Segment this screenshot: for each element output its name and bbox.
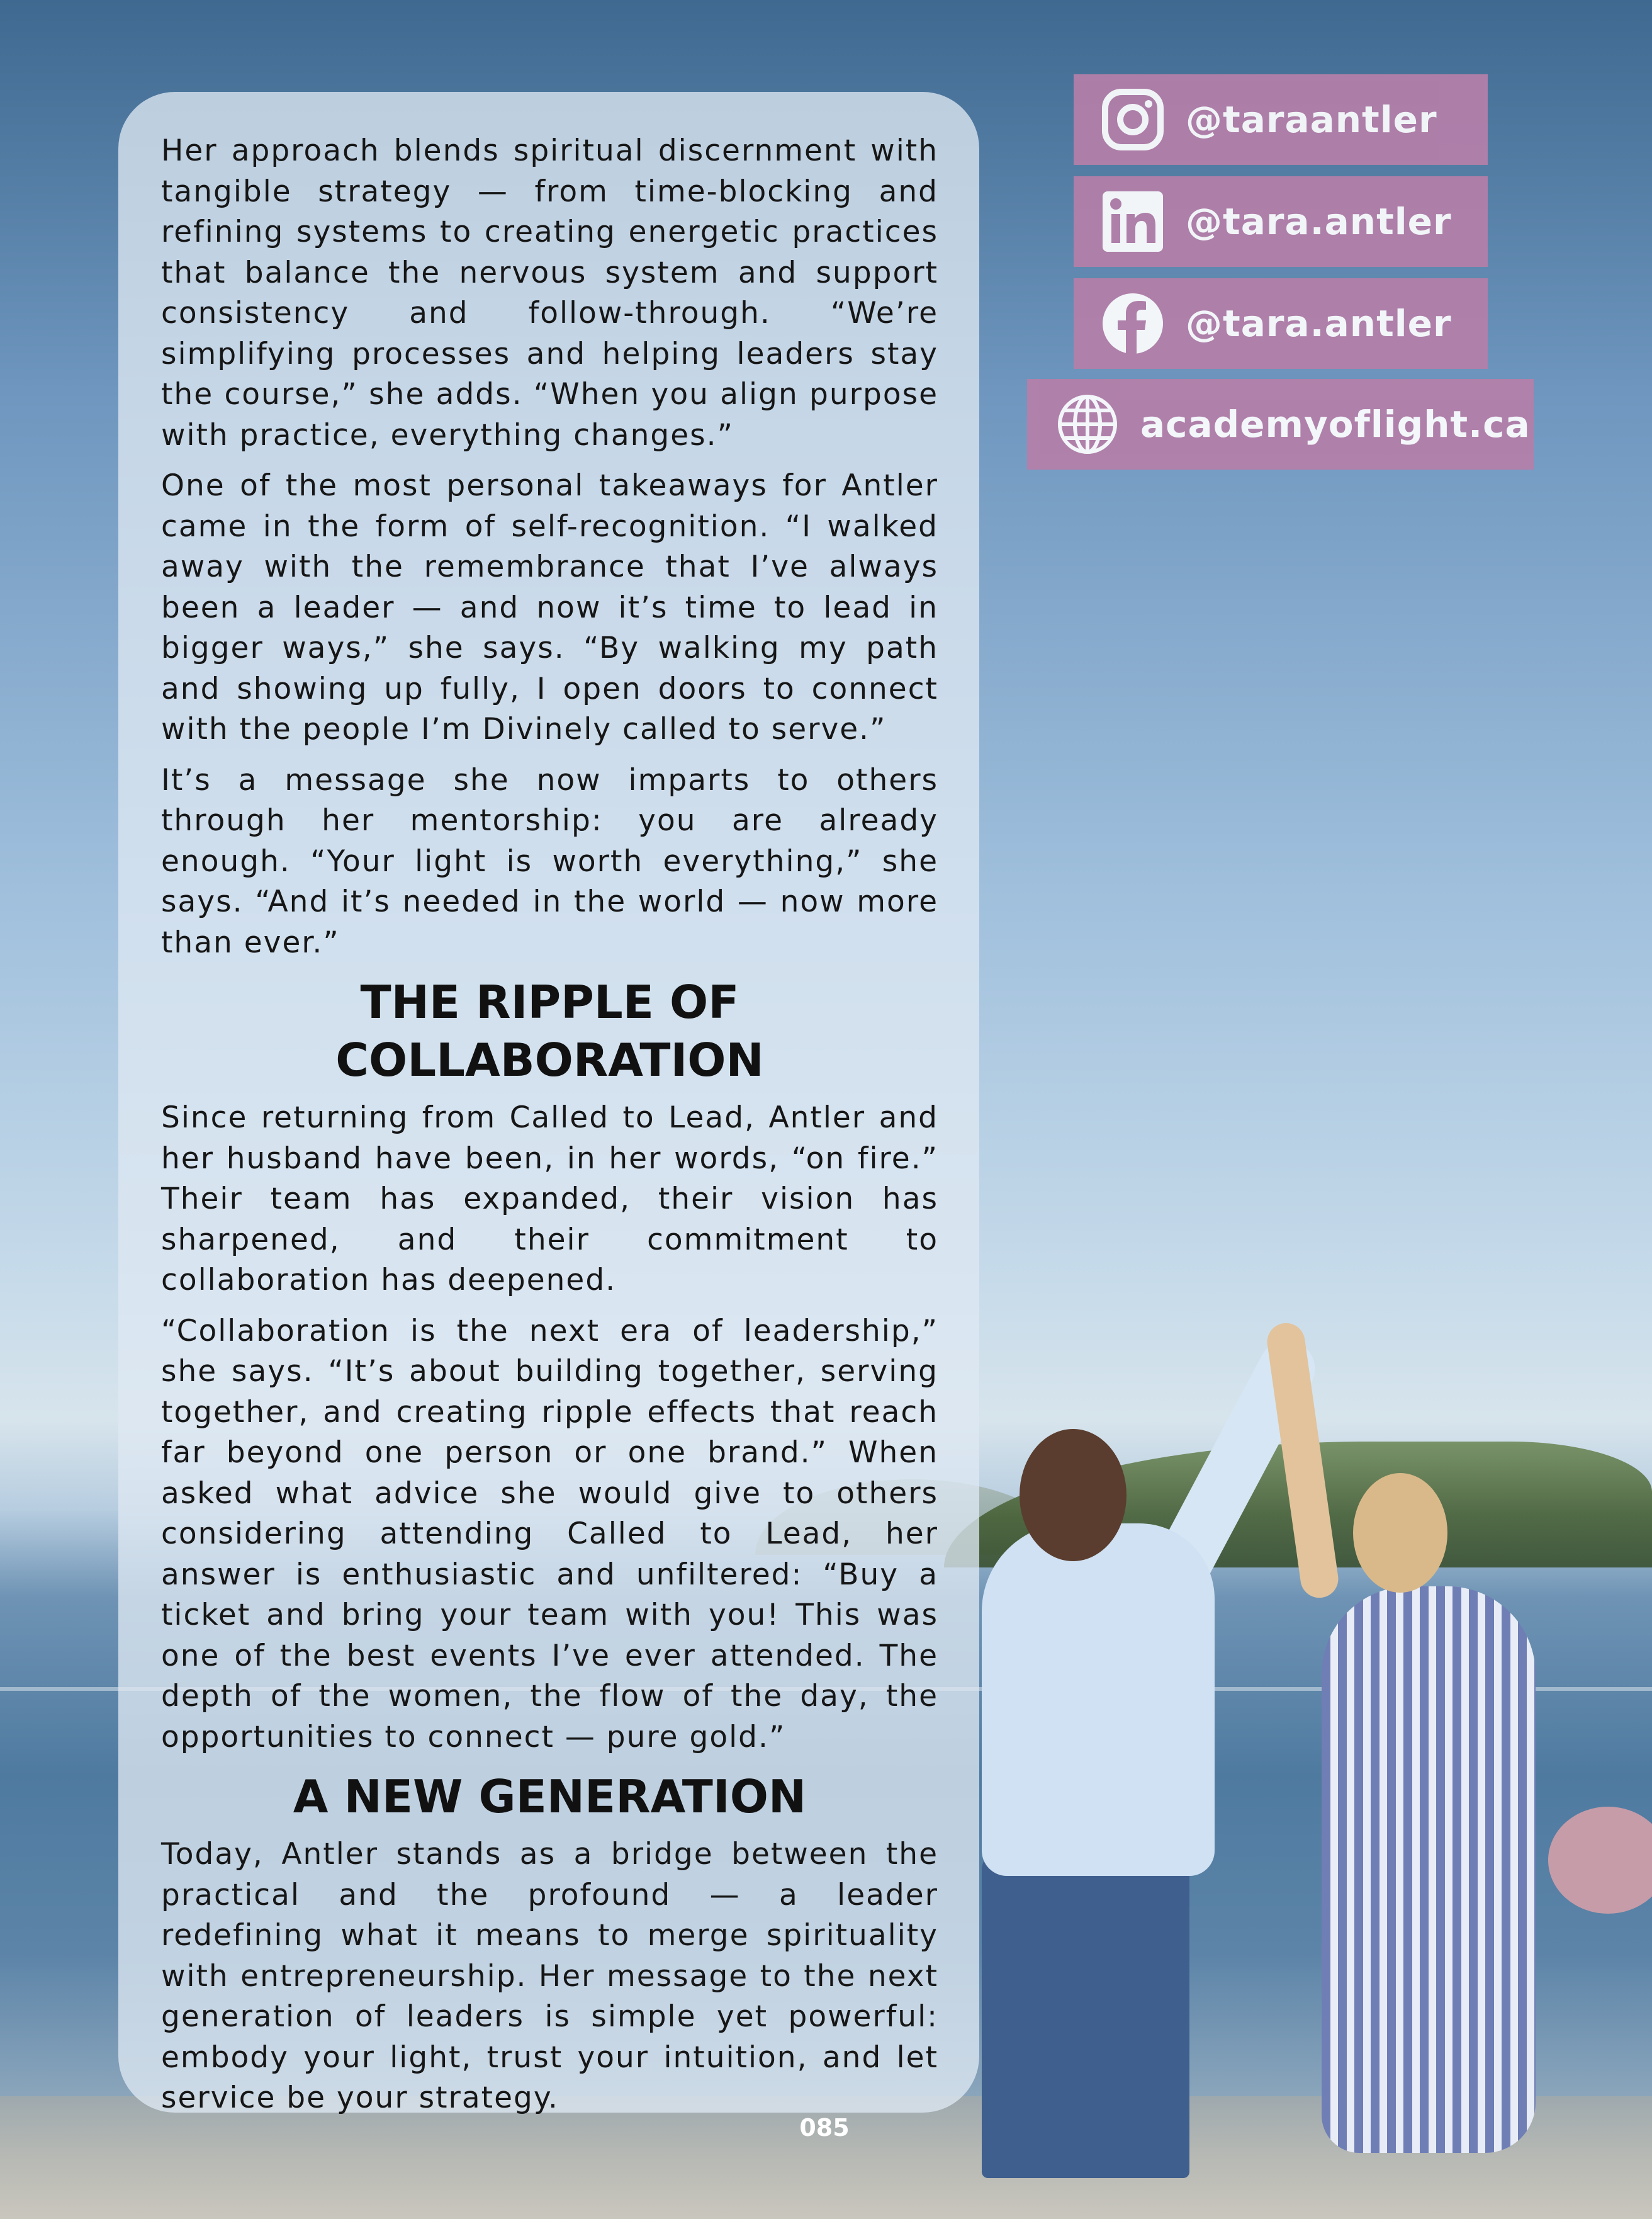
- man-jeans: [982, 1851, 1189, 2178]
- pink-hat: [1548, 1807, 1652, 1914]
- man-shirt: [982, 1523, 1215, 1876]
- woman-striped-dress: [1322, 1586, 1536, 2153]
- article-paragraph: Since returning from Called to Lead, Antler and her husband have been, in her words, “on fire.” Their team has expanded, their vision has sharpened, and their commitment to collaboration has deepened.: [161, 1100, 938, 1297]
- article-paragraph: “Collaboration is the next era of leadership,” she says. “It’s about building together, serving together, and creating ripple effects that reach far beyond one person or one brand.” When asked what advice she would give to others considering attending Called to Lead, her answer is enthusiastic and unfiltered: “Buy a ticket and bring your team with you! This was one of the best events I’ve ever attended. The depth of the women, the flow of the day, the opportunities to connect — pure gold.”: [161, 1313, 938, 1754]
- facebook-icon: [1099, 290, 1167, 358]
- facebook-handle[interactable]: @tara.antler: [1186, 302, 1452, 345]
- man-head: [1020, 1429, 1127, 1561]
- instagram-badge[interactable]: [1074, 74, 1488, 165]
- woman-head: [1353, 1473, 1447, 1593]
- section-heading: A NEW GENERATION: [293, 1770, 807, 1823]
- instagram-handle[interactable]: @taraantler: [1186, 98, 1437, 141]
- facebook-badge[interactable]: [1074, 278, 1488, 369]
- article-paragraph: Today, Antler stands as a bridge between the practical and the profound — a leader redefining what it means to merge spirituality with entrepreneurship. Her message to the next generation of leaders is simple yet powerful: embody your light, trust your intuition, and let service be your strategy.: [161, 1837, 938, 2115]
- website-badge[interactable]: [1027, 379, 1534, 470]
- section-heading: THE RIPPLE OF COLLABORATION: [335, 976, 764, 1087]
- article-paragraph: Her approach blends spiritual discernment with tangible strategy — from time-blocking and refining systems to creating energetic practices that balance the nervous system and support consistency and follow-through. “We’re simplifying processes and helping leaders stay the course,” she adds. “When you align purpose with practice, everything changes.”: [161, 133, 938, 453]
- linkedin-icon: [1099, 188, 1167, 256]
- article-paragraph: It’s a message she now imparts to others through her mentorship: you are already enough. “Your light is worth everything,” she says. “And it’s needed in the world — now more than ever.”: [161, 762, 938, 960]
- linkedin-badge[interactable]: [1074, 176, 1488, 267]
- article-column: [161, 131, 938, 2129]
- article-paragraph: One of the most personal takeaways for Antler came in the form of self-recognition. “I walked away with the remembrance that I’ve always been a leader — and now it’s time to lead in bigger ways,” she says. “By walking my path and showing up fully, I open doors to connect with the people I’m Divinely called to serve.”: [161, 468, 938, 747]
- globe-icon: [1054, 390, 1121, 458]
- instagram-icon: [1099, 86, 1167, 154]
- website-url[interactable]: academyoflight.ca: [1140, 403, 1531, 446]
- linkedin-handle[interactable]: @tara.antler: [1186, 200, 1452, 243]
- page-number: 085: [799, 2114, 850, 2142]
